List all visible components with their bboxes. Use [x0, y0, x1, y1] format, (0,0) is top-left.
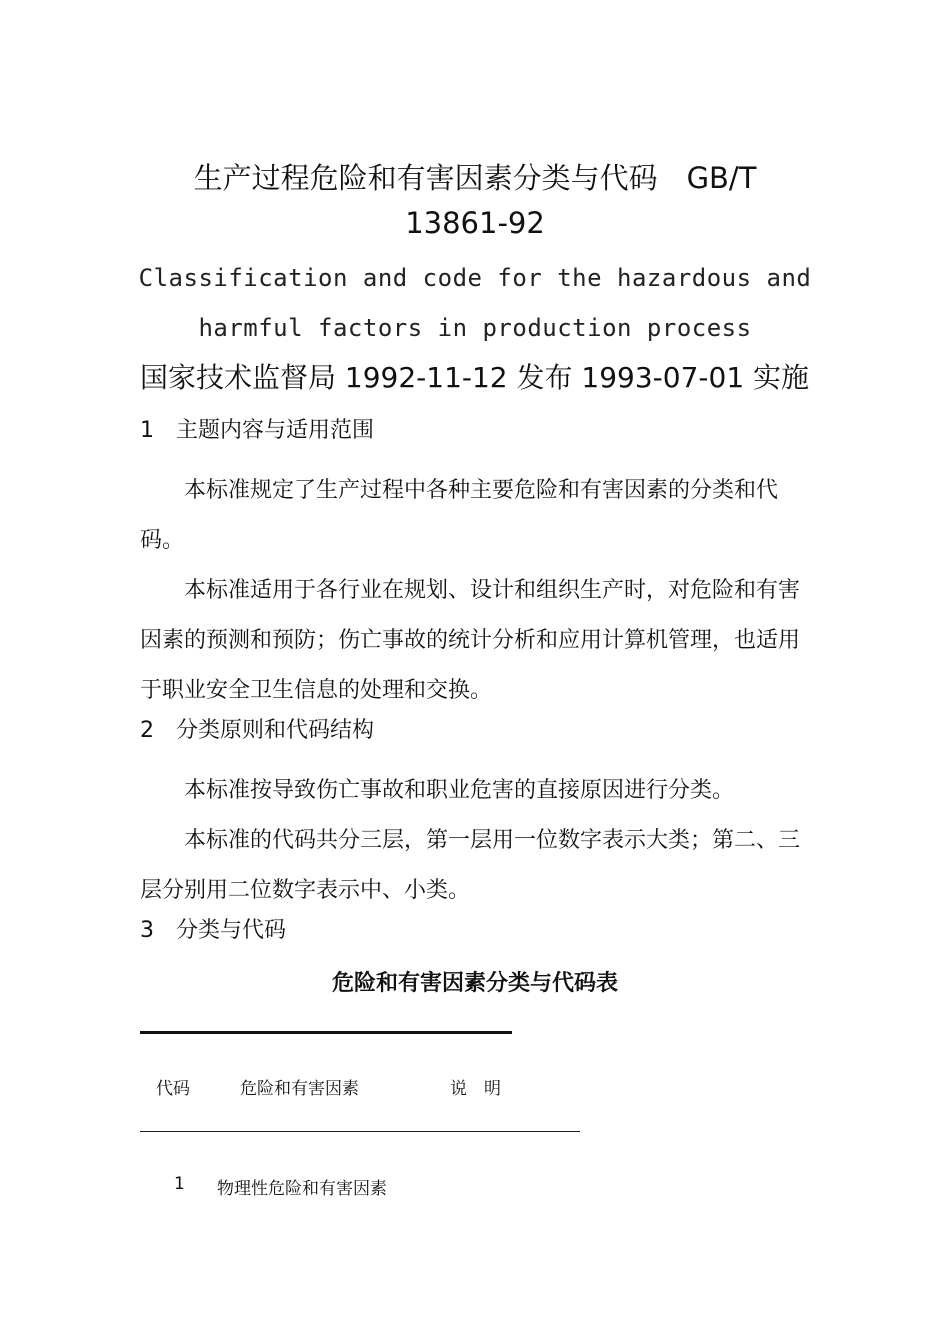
- table-top-rule: [140, 1031, 512, 1034]
- table-header-note: 说 明: [450, 1079, 501, 1099]
- section-3-heading: 3 分类与代码: [140, 918, 286, 943]
- issue-info: 国家技术监督局 1992-11-12 发布 1993-07-01 实施: [140, 361, 810, 394]
- section-1-paragraph-2: 本标准适用于各行业在规划、设计和组织生产时，对危险和有害因素的预测和预防；伤亡事故的统计分析和应用计算机管理，也适用于职业安全卫生信息的处理和交换。: [140, 578, 801, 703]
- table-caption: 危险和有害因素分类与代码表: [331, 971, 618, 996]
- section-2-paragraph-2: 本标准的代码共分三层，第一层用一位数字表示大类；第二、三层分别用二位数字表示中、小类。: [140, 828, 801, 903]
- table-header-rule: [140, 1131, 580, 1132]
- title-line-2: 13861-92: [405, 206, 545, 240]
- table-header-factor: 危险和有害因素: [240, 1079, 359, 1099]
- table-header-code: 代码: [156, 1079, 190, 1099]
- title-line-1: 生产过程危险和有害因素分类与代码 GB/T: [193, 161, 757, 195]
- table-row-factor: 物理性危险和有害因素: [217, 1179, 387, 1199]
- section-2-paragraph-1: 本标准按导致伤亡事故和职业危害的直接原因进行分类。: [184, 778, 735, 803]
- english-title-line-2: harmful factors in production process: [198, 314, 752, 342]
- section-1-paragraph-1: 本标准规定了生产过程中各种主要危险和有害因素的分类和代码。: [140, 478, 779, 553]
- section-1-heading: 1 主题内容与适用范围: [140, 418, 374, 443]
- table-row-code: 1: [174, 1174, 185, 1194]
- english-title-line-1: Classification and code for the hazardous and: [138, 264, 812, 292]
- section-2-heading: 2 分类原则和代码结构: [140, 718, 374, 743]
